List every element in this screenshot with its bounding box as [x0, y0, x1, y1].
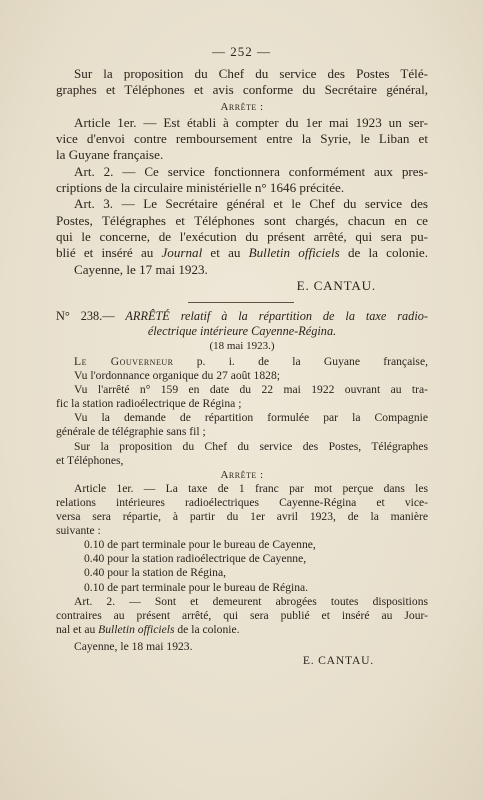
decree-date: (18 mai 1923.) [209, 339, 275, 352]
intro-line: Sur la proposition du Chef du service des Postes Télé- [74, 66, 428, 81]
arrete-heading: Arrête : [220, 100, 264, 113]
bulletin-title: Bulletin officiels [98, 622, 175, 636]
text-fragment: de la colonie. [174, 622, 240, 636]
considerant-line: Sur la proposition du Chef du service des Postes, Télégraphes [74, 439, 428, 453]
article-line: suivante : [56, 524, 101, 538]
decree-title: ARRÊTÉ relatif à la répartition de la taxe radio- [125, 309, 428, 323]
article-line [56, 245, 428, 261]
text-fragment: blié et inséré au [56, 245, 162, 261]
first-decree [56, 66, 428, 294]
considerant-line: Vu la demande de répartition formulée par la Compagnie [74, 411, 428, 425]
signature: E. CANTAU. [302, 653, 374, 667]
place-date: Cayenne, le 17 mai 1923. [74, 261, 208, 277]
considerant-line: générale de télégraphie sans fil ; [56, 425, 206, 439]
article-line: relations intérieures radioélectriques Cayenne-Régina et vice- [56, 495, 428, 509]
intro-line: graphes et Téléphones et avis conforme du Secrétaire général, [56, 82, 428, 98]
decree-title-line [56, 324, 428, 339]
bulletin-title: Bulletin officiels [248, 245, 340, 261]
article-line: Art. 2. — Ce service fonctionnera conformément aux pres- [74, 163, 428, 179]
share-line: 0.10 de part terminale pour le bureau de Régina. [84, 580, 309, 594]
gouverneur-label: Le Gouverneur [74, 355, 174, 368]
article-line: criptions de la circulaire ministérielle n° 1646 précitée. [56, 180, 345, 196]
section-divider [188, 302, 294, 303]
considerant-line: Vu l'arrêté n° 159 en date du 22 mai 1922 ouvrant au tra- [74, 383, 428, 397]
page-number: — 252 — [212, 44, 271, 59]
gouverneur-line [56, 355, 428, 369]
place-date: Cayenne, le 18 mai 1923. [74, 639, 193, 653]
share-line: 0.40 pour la station radioélectrique de Cayenne, [84, 552, 307, 566]
text-fragment: de la colonie. [339, 245, 428, 261]
text-fragment: p. i. de la Guyane française, [173, 355, 428, 368]
decree-title-line [56, 309, 428, 324]
signature: E. CANTAU. [296, 277, 376, 293]
share-line: 0.40 pour la station de Régina, [84, 566, 226, 580]
considerant-line: et Téléphones, [56, 453, 124, 467]
article-line: contraires au présent arrêté, qui sera publié et inséré au Jour- [56, 608, 428, 622]
article-line: la Guyane française. [56, 147, 164, 163]
share-line: 0.10 de part terminale pour le bureau de Cayenne, [84, 538, 316, 552]
decree-title: électrique intérieure Cayenne-Régina. [147, 323, 337, 338]
article-line: Art. 3. — Le Secrétaire général et le Chef du service des [74, 196, 428, 212]
arrete-heading: Arrête : [220, 468, 264, 481]
second-decree-header [56, 309, 428, 354]
considerant-line: Vu l'ordonnance organique du 27 août 1828; [74, 369, 280, 383]
article-line: qui le concerne, de l'exécution du présent arrêté, qui sera pu- [56, 228, 428, 244]
text-fragment: nal et au [56, 622, 99, 636]
article-line: Article 1er. — La taxe de 1 franc par mot perçue dans les [74, 481, 428, 495]
text-fragment: et au [202, 245, 249, 261]
article-line: Art. 2. — Sont et demeurent abrogées toutes dispositions [74, 594, 428, 608]
decree-number: N° 238.— [56, 309, 115, 323]
article-line [56, 623, 428, 637]
article-line: Postes, Télégraphes et Téléphones sont chargés, chacun en ce [56, 212, 428, 228]
second-decree-body [56, 355, 428, 668]
journal-title: Journal [161, 245, 203, 261]
considerant-line: fic la station radioélectrique de Régina ; [56, 397, 242, 411]
article-line: vice d'envoi contre remboursement entre la Syrie, le Liban et [56, 131, 428, 147]
article-line: Article 1er. — Est établi à compter du 1er mai 1923 un ser- [74, 114, 428, 130]
article-line: versa sera répartie, à partir du 1er avril 1923, de la manière [56, 510, 428, 524]
